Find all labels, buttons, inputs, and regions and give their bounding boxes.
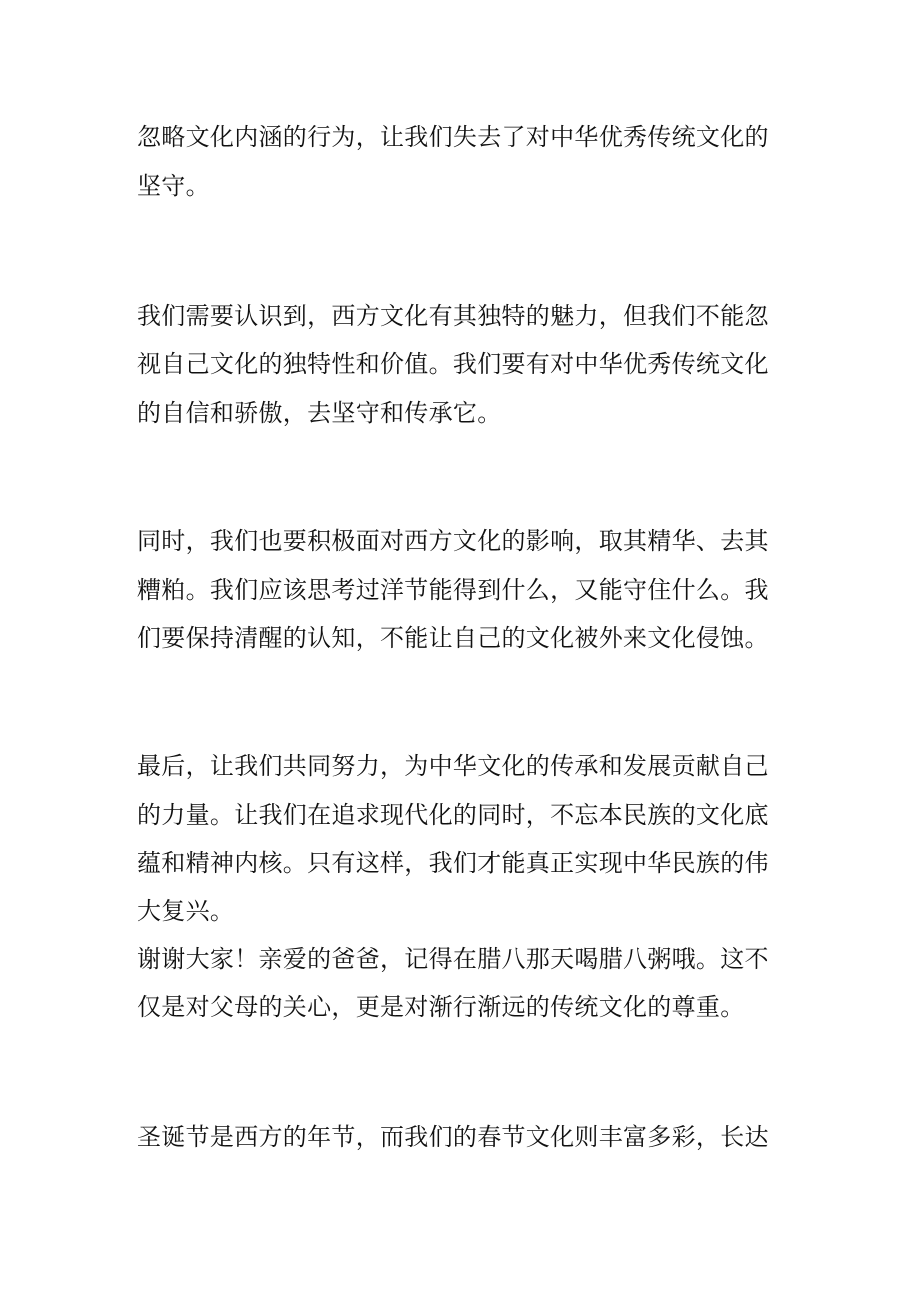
paragraph-4-line-6: 仅是对父母的关心，更是对渐行渐远的传统文化的尊重。: [137, 993, 745, 1021]
paragraph-1-line-1: 忽略文化内涵的行为，让我们失去了对中华优秀传统文化的: [137, 123, 769, 151]
paragraph-4-line-1: 最后，让我们共同努力，为中华文化的传承和发展贡献自己: [137, 752, 769, 780]
paragraph-2-line-2: 视自己文化的独特性和价值。我们要有对中华优秀传统文化: [137, 350, 769, 378]
paragraph-4-line-4: 大复兴。: [137, 897, 235, 925]
paragraph-3-line-2: 糟粕。我们应该思考过洋节能得到什么，又能守住什么。我: [137, 576, 769, 604]
paragraph-4-line-2: 的力量。让我们在追求现代化的同时，不忘本民族的文化底: [137, 801, 769, 829]
paragraph-3-line-1: 同时，我们也要积极面对西方文化的影响，取其精华、去其: [137, 527, 769, 555]
paragraph-3-line-3: 们要保持清醒的认知，不能让自己的文化被外来文化侵蚀。: [137, 624, 769, 652]
paragraph-2-line-3: 的自信和骄傲，去坚守和传承它。: [137, 399, 502, 427]
paragraph-1-line-2: 坚守。: [137, 172, 210, 200]
paragraph-4-line-3: 蕴和精神内核。只有这样，我们才能真正实现中华民族的伟: [137, 849, 769, 877]
paragraph-4-line-5: 谢谢大家！亲爱的爸爸，记得在腊八那天喝腊八粥哦。这不: [137, 945, 769, 973]
paragraph-2-line-1: 我们需要认识到，西方文化有其独特的魅力，但我们不能忽: [137, 302, 769, 330]
paragraph-5-line-1: 圣诞节是西方的年节，而我们的春节文化则丰富多彩，长达: [137, 1123, 769, 1151]
